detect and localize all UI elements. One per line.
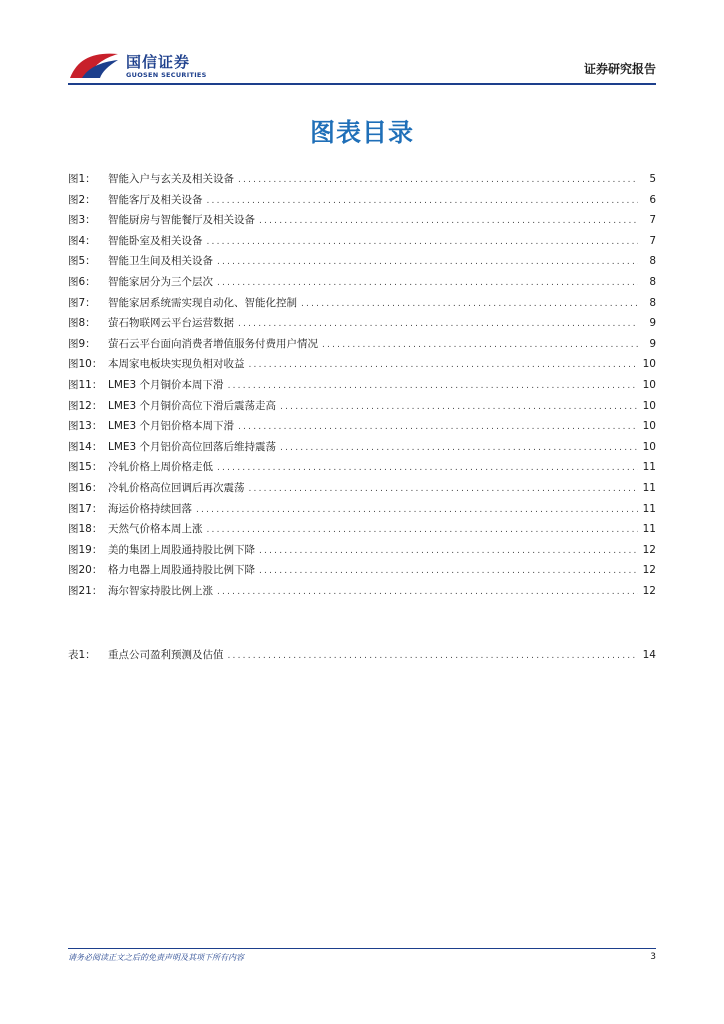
figure-toc-entry[interactable] [68, 190, 656, 211]
entry-label: 图12： [68, 399, 103, 412]
entry-page-number: 10 [642, 358, 656, 371]
entry-title: LME3 个月铜价本周下滑 [108, 378, 224, 391]
dot-leader [259, 211, 638, 232]
entry-page-number: 10 [642, 399, 656, 412]
entry-title: 海尔智家持股比例上涨 [108, 584, 213, 597]
entry-page-number: 10 [642, 378, 656, 391]
figure-toc-entry[interactable] [68, 313, 656, 334]
entry-title: 智能家居系统需实现自动化、智能化控制 [108, 296, 297, 309]
figure-toc-entry[interactable] [68, 540, 656, 561]
entry-label: 图1： [68, 173, 96, 185]
entry-label: 图5： [68, 255, 96, 268]
dot-leader [228, 646, 639, 667]
entry-title: 萤石云平台面向消费者增值服务付费用户情况 [108, 337, 318, 350]
entry-title: LME3 个月铜价高位下滑后震荡走高 [108, 399, 277, 412]
entry-title: 冷轧价格上周价格走低 [108, 461, 213, 474]
entry-title: 智能厨房与智能餐厅及相关设备 [108, 214, 255, 227]
entry-title: 本周家电板块实现负相对收益 [108, 358, 245, 371]
entry-label: 图3： [68, 214, 96, 227]
figure-toc-entry[interactable] [68, 499, 656, 520]
entry-page-number: 11 [642, 523, 656, 536]
dot-leader [238, 170, 638, 191]
header-divider [68, 83, 656, 85]
entry-title: 智能客厅及相关设备 [108, 193, 203, 206]
dot-leader [196, 500, 638, 521]
entry-title: 智能卫生间及相关设备 [108, 255, 213, 268]
figure-toc-entry[interactable] [68, 437, 656, 458]
entry-page-number: 10 [642, 420, 656, 433]
figure-toc-entry[interactable] [68, 519, 656, 540]
logo-english-name: GUOSEN SECURITIES [126, 71, 207, 79]
figure-toc-entry[interactable] [68, 251, 656, 272]
footer-disclaimer: 请务必阅读正文之后的免责声明及其项下所有内容 [68, 953, 244, 962]
entry-label: 图16： [68, 481, 103, 494]
figure-toc-entry[interactable] [68, 375, 656, 396]
entry-page-number: 12 [642, 564, 656, 577]
table-list [68, 645, 656, 666]
dot-leader [217, 252, 638, 273]
dot-leader [301, 294, 638, 315]
guosen-logo [68, 48, 268, 84]
entry-title: LME3 个月铝价高位回落后维持震荡 [108, 440, 277, 453]
entry-page-number: 8 [649, 296, 656, 309]
table-toc-entry[interactable] [68, 645, 656, 666]
entry-label: 图17： [68, 502, 103, 515]
figure-toc-entry[interactable] [68, 272, 656, 293]
entry-label: 图14： [68, 440, 103, 453]
entry-page-number: 7 [649, 214, 656, 227]
entry-title: 海运价格持续回落 [108, 502, 192, 515]
dot-leader [217, 582, 638, 603]
entry-label: 图18： [68, 523, 103, 536]
dot-leader [280, 397, 638, 418]
entry-page-number: 11 [642, 502, 656, 515]
entry-title: 冷轧价格高位回调后再次震荡 [108, 481, 245, 494]
entry-page-number: 7 [649, 234, 656, 247]
report-type-label: 证券研究报告 [583, 62, 656, 76]
entry-label: 图15： [68, 461, 103, 474]
dot-leader [322, 335, 638, 356]
dot-leader [217, 458, 638, 479]
dot-leader [228, 376, 638, 397]
figure-list [68, 169, 656, 601]
figure-toc-entry[interactable] [68, 478, 656, 499]
entry-title: 智能卧室及相关设备 [108, 234, 203, 247]
entry-title: 萤石物联网云平台运营数据 [108, 317, 234, 330]
entry-label: 图13： [68, 420, 103, 433]
dot-leader [259, 561, 638, 582]
dot-leader [238, 417, 638, 438]
entry-label: 图9： [68, 337, 96, 350]
entry-label: 图6： [68, 275, 96, 288]
figure-toc-entry[interactable] [68, 354, 656, 375]
figure-toc-entry[interactable] [68, 334, 656, 355]
entry-page-number: 14 [642, 649, 656, 661]
entry-title: 美的集团上周股通持股比例下降 [108, 543, 255, 556]
figure-toc-entry[interactable] [68, 396, 656, 417]
entry-page-number: 8 [649, 255, 656, 268]
logo-chinese-name: 国信证券 [126, 53, 191, 71]
figure-toc-entry[interactable] [68, 560, 656, 581]
dot-leader [259, 541, 638, 562]
entry-title: 格力电器上周股通持股比例下降 [108, 564, 255, 577]
figure-toc-entry[interactable] [68, 210, 656, 231]
page-header [68, 48, 656, 84]
entry-page-number: 11 [642, 481, 656, 494]
entry-page-number: 8 [649, 275, 656, 288]
dot-leader [249, 355, 639, 376]
figure-toc-entry[interactable] [68, 231, 656, 252]
page-number: 3 [650, 952, 656, 962]
entry-title: 天然气价格本周上涨 [108, 523, 203, 536]
figure-toc-entry[interactable] [68, 416, 656, 437]
entry-page-number: 11 [642, 461, 656, 474]
entry-label: 图20： [68, 564, 103, 577]
entry-page-number: 5 [649, 173, 656, 185]
entry-page-number: 9 [649, 317, 656, 330]
entry-label: 图11： [68, 378, 103, 391]
entry-label: 图8： [68, 317, 96, 330]
figure-toc-entry[interactable] [68, 293, 656, 314]
footer-divider [68, 948, 656, 949]
entry-page-number: 9 [649, 337, 656, 350]
dot-leader [249, 479, 639, 500]
entry-label: 图4： [68, 234, 96, 247]
entry-label: 图21： [68, 584, 103, 597]
entry-page-number: 10 [642, 440, 656, 453]
dot-leader [207, 191, 639, 212]
dot-leader [238, 314, 638, 335]
entry-title: 重点公司盈利预测及估值 [108, 649, 224, 661]
entry-label: 图2： [68, 193, 96, 206]
figure-toc-entry[interactable] [68, 581, 656, 602]
entry-label: 图10： [68, 358, 103, 371]
entry-page-number: 12 [642, 584, 656, 597]
entry-title: 智能家居分为三个层次 [108, 275, 213, 288]
dot-leader [280, 438, 638, 459]
entry-label: 表1： [68, 649, 96, 661]
entry-title: 智能入户与玄关及相关设备 [108, 173, 234, 185]
page-title: 图表目录 [309, 118, 414, 147]
dot-leader [207, 232, 639, 253]
entry-label: 图19： [68, 543, 103, 556]
dot-leader [217, 273, 638, 294]
figure-toc-entry[interactable] [68, 169, 656, 190]
entry-page-number: 12 [642, 543, 656, 556]
guosen-logo-mark-icon [68, 50, 120, 80]
entry-page-number: 6 [649, 193, 656, 206]
figure-toc-entry[interactable] [68, 457, 656, 478]
entry-title: LME3 个月铝价格本周下滑 [108, 420, 235, 433]
entry-label: 图7： [68, 296, 96, 309]
dot-leader [207, 520, 639, 541]
